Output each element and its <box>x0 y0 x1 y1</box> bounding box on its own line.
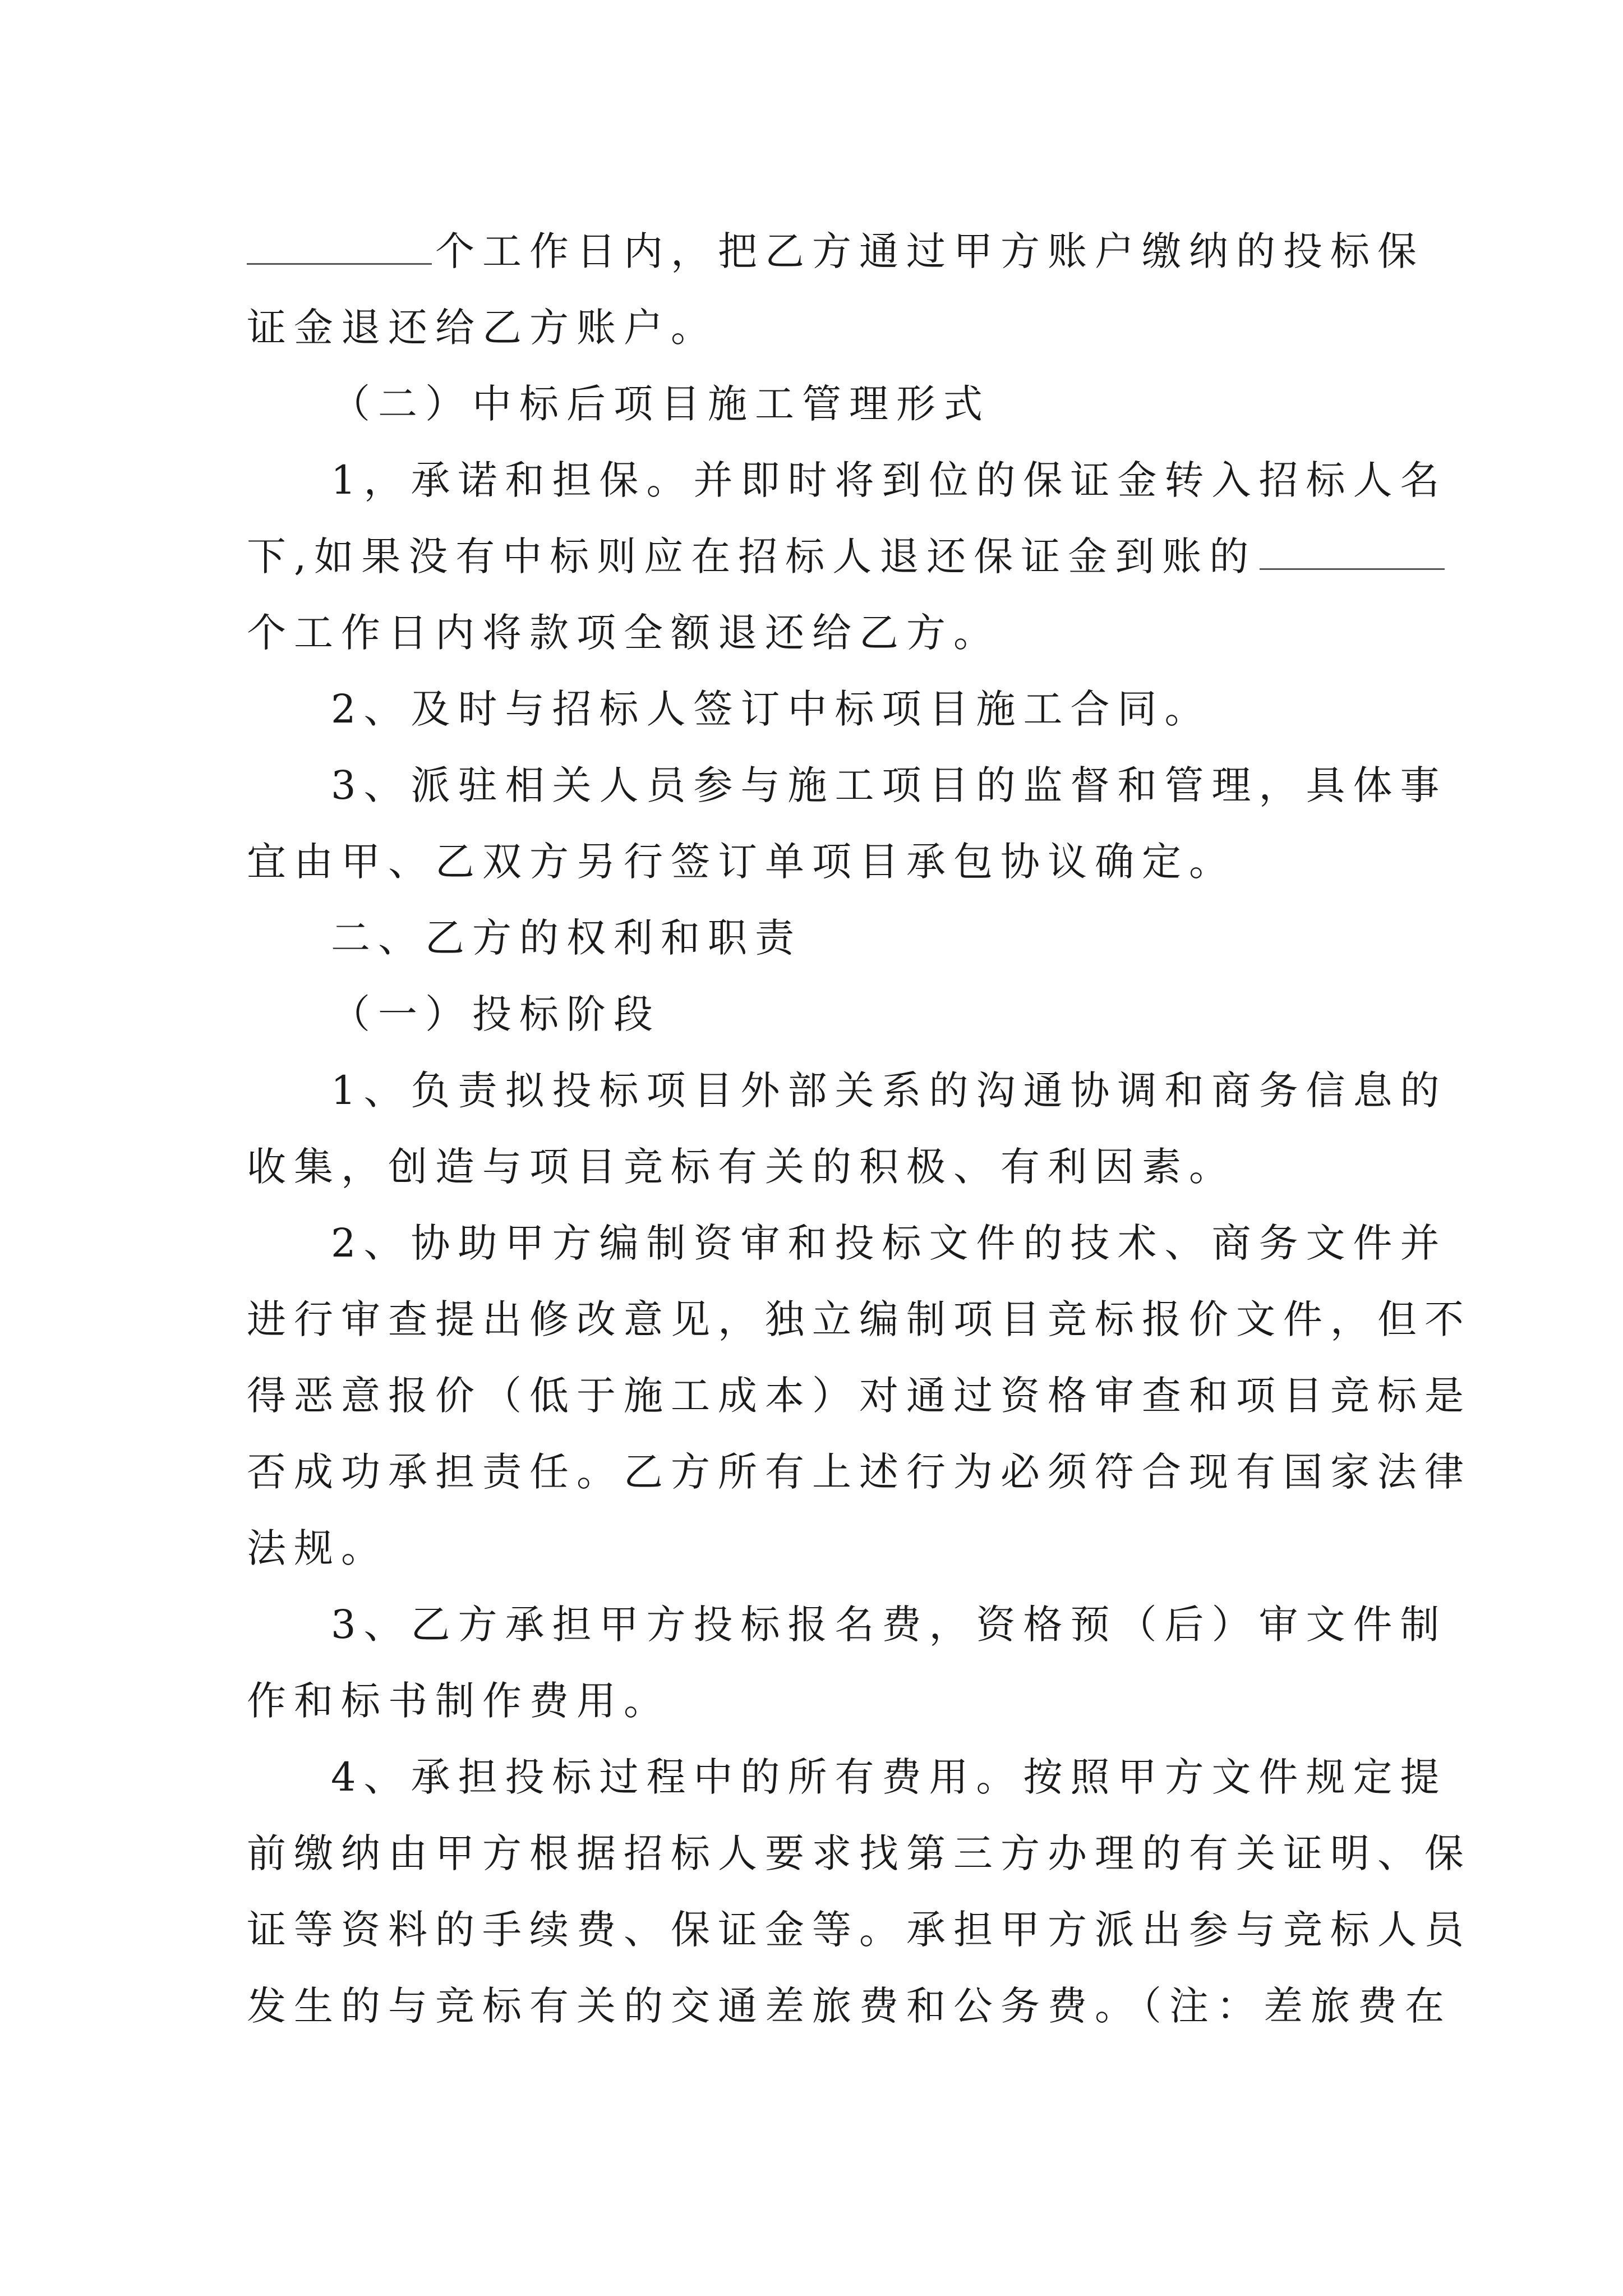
text-line: 得恶意报价（低于施工成本）对通过资格审查和项目竞标是 <box>247 1373 1472 1419</box>
text-line: 法规。 <box>247 1525 388 1571</box>
text-line: 进行审查提出修改意见，独立编制项目竞标报价文件，但不 <box>247 1296 1472 1342</box>
fill-in-blank <box>247 228 432 265</box>
text-line: 收集，创造与项目竞标有关的积极、有利因素。 <box>247 1144 1236 1190</box>
subsection-heading: （一）投标阶段 <box>331 991 661 1037</box>
text-line: 前缴纳由甲方根据招标人要求找第三方办理的有关证明、保 <box>247 1830 1472 1876</box>
section-heading: 二、乙方的权利和职责 <box>331 915 802 961</box>
text-line: 2、协助甲方编制资审和投标文件的技术、商务文件并 <box>331 1220 1447 1266</box>
text-line: 1、负责拟投标项目外部关系的沟通协调和商务信息的 <box>331 1068 1447 1114</box>
text-line: 4、承担投标过程中的所有费用。按照甲方文件规定提 <box>331 1754 1447 1800</box>
text-line: 发生的与竞标有关的交通差旅费和公务费。（注：差旅费在 <box>247 1983 1452 2029</box>
text-line: 否成功承担责任。乙方所有上述行为必须符合现有国家法律 <box>247 1449 1472 1495</box>
document-body <box>247 213 1472 2044</box>
text-line: 作和标书制作费用。 <box>247 1678 671 1724</box>
section-heading: （二）中标后项目施工管理形式 <box>331 381 990 427</box>
text-line: 2、及时与招标人签订中标项目施工合同。 <box>331 686 1212 732</box>
text-line <box>247 518 1385 595</box>
text-line <box>247 213 1424 289</box>
text-line: 3、乙方承担甲方投标报名费，资格预（后）审文件制 <box>331 1602 1447 1648</box>
fill-in-blank <box>1260 533 1445 570</box>
text-line: 证等资料的手续费、保证金等。承担甲方派出参与竞标人员 <box>247 1907 1472 1953</box>
text-line: 个工作日内将款项全额退还给乙方。 <box>247 610 1000 656</box>
text-line: 证金退还给乙方账户。 <box>247 305 718 351</box>
text-line: 宜由甲、乙双方另行签订单项目承包协议确定。 <box>247 839 1236 885</box>
line-text: 个工作日内，把乙方通过甲方账户缴纳的投标保 <box>435 228 1424 274</box>
text-line: 1，承诺和担保。并即时将到位的保证金转入招标人名 <box>331 457 1447 503</box>
line-text: 下,如果没有中标则应在招标人退还保证金到账的 <box>247 533 1257 579</box>
text-line: 3、派驻相关人员参与施工项目的监督和管理，具体事 <box>331 762 1447 808</box>
